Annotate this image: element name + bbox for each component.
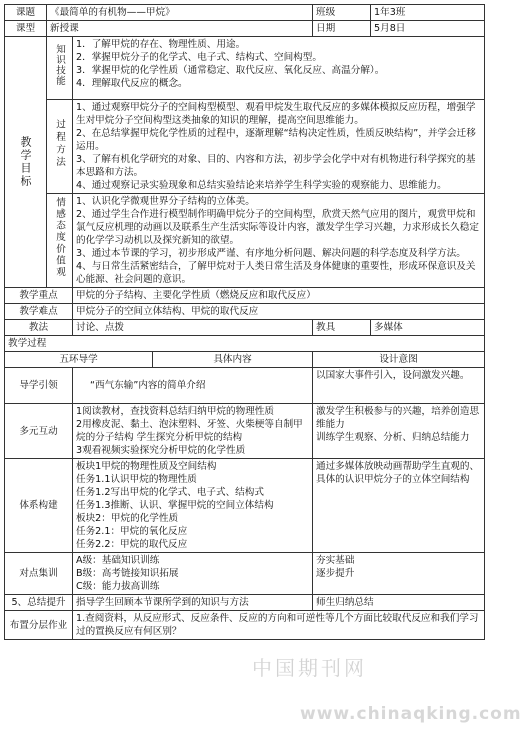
step-content-line: 板块2：甲烷的化学性质 (76, 513, 179, 524)
step-content-line: 3观看视频实验探究分析甲烷的化学性质 (76, 445, 246, 456)
col-header-steps: 五环导学 (5, 352, 153, 368)
objective-emotion-row (5, 194, 485, 288)
knowledge-line: 4．理解取代反应的概念。 (76, 78, 188, 89)
step-content-line: 任务1.1认识甲烷的物理性质 (76, 474, 197, 485)
step-intent (313, 595, 485, 611)
step-label: 多元互动 (5, 404, 73, 459)
step-intent-line: 通过多媒体放映动画帮助学生直观的、具体的认识甲烷分子的立体空间结构 (316, 461, 480, 485)
process-row-system (5, 459, 485, 553)
process-row-guide (5, 368, 485, 404)
emotion-line: 3、通过本节课的学习，初步形成严谨、有序地分析问题、解决问题的科学态度及科学方法。 (76, 248, 466, 259)
step-content (73, 595, 313, 611)
lesson-plan-table (4, 4, 485, 640)
topic-row (5, 5, 485, 21)
step-intent-line: 夯实基础 (316, 555, 355, 566)
date-value: 5月8日 (371, 21, 485, 37)
emotion-label-text: 情感态度价值观 (54, 197, 65, 279)
date-label: 日期 (313, 21, 371, 37)
key-points-label: 教学重点 (5, 288, 73, 304)
step-intent (313, 553, 485, 595)
topic-value: 《最简单的有机物——甲烷》 (47, 5, 313, 21)
process-section-title-row (5, 336, 485, 352)
type-value: 新授课 (47, 21, 313, 37)
step-content-line: 1阅读教材，查找资料总结归纳甲烷的物理性质 (76, 406, 274, 417)
step-content-line: 2用橡皮泥、黏土、泡沫塑料、牙签、火柴梗等自制甲烷的分子结构 学生探究分析甲烷的结构 (76, 419, 303, 443)
objective-process-row (5, 100, 485, 194)
step-content (73, 404, 313, 459)
process-line: 2、在总结掌握甲烷化学性质的过程中，逐渐理解“结构决定性质，性质反映结构”，并学会迁移运用。 (76, 128, 476, 152)
process-line: 1、通过观察甲烷分子的空间构型模型、观看甲烷发生取代反应的多媒体模拟反应历程，增强学生对甲烷分子空间构型这类抽象的知识的理解，提高空间思维能力。 (76, 102, 476, 126)
type-label: 课型 (5, 21, 47, 37)
step-label: 体系构建 (5, 459, 73, 553)
process-row-interaction (5, 404, 485, 459)
step-content-line: A级：基础知识训练 (76, 555, 160, 566)
step-content-line: 任务2.1：甲烷的氧化反应 (76, 526, 188, 537)
objective-knowledge-row (5, 37, 485, 100)
knowledge-line: 3．掌握甲烷的化学性质（通常稳定、取代反应、氧化反应、高温分解）。 (76, 65, 385, 76)
class-label: 班级 (313, 5, 371, 21)
step-content-line: B级：高考链接知识拓展 (76, 568, 179, 579)
step-intent-line: 以国家大事件引入，设问激发兴趣。 (316, 370, 470, 381)
tools-value: 多媒体 (371, 320, 485, 336)
emotion-line: 2、通过学生合作进行模型制作明确甲烷分子的空间构型，欣赏天然气应用的图片，观赏甲烷和氯气反应机理的动画以及联系生产生活实际等设计内容，激发学生学习兴趣，力求形成长久稳定的化学学习动机以及探究新知的欲望。 (76, 209, 479, 246)
step-label: 5、总结提升 (5, 595, 73, 611)
step-content (73, 368, 313, 404)
step-intent-line: 训练学生观察、分析、归纳总结能力 (316, 432, 470, 443)
lesson-plan-sheet (4, 4, 484, 640)
col-header-intent: 设计意图 (313, 352, 485, 368)
key-points-row (5, 288, 485, 304)
process-row-homework (5, 611, 485, 640)
emotion-content (73, 194, 485, 288)
key-points-value: 甲烷的分子结构、主要化学性质（燃烧反应和取代反应） (73, 288, 485, 304)
methods-value: 讨论、点拨 (73, 320, 313, 336)
type-row (5, 21, 485, 37)
step-content-line: “西气东输”内容的简单介绍 (90, 380, 206, 391)
objectives-label: 教学目标 (5, 37, 47, 288)
difficult-points-value: 甲烷分子的空间立体结构、甲烷的取代反应 (73, 304, 485, 320)
emotion-label (47, 194, 73, 288)
difficult-points-label: 教学难点 (5, 304, 73, 320)
step-intent (313, 368, 485, 404)
process-label (47, 100, 73, 194)
step-content-line: 任务1.3推断、认识、掌握甲烷的空间立体结构 (76, 500, 274, 511)
difficult-points-row (5, 304, 485, 320)
step-intent (313, 459, 485, 553)
knowledge-label (47, 37, 73, 100)
step-intent (313, 404, 485, 459)
step-intent-line: 逐步提升 (316, 568, 355, 579)
process-content (73, 100, 485, 194)
knowledge-line: 1．了解甲烷的存在、物理性质、用途。 (76, 39, 246, 50)
step-intent-line: 激发学生积极参与的兴趣，培养创造思维能力 (316, 406, 480, 430)
step-intent-line: 师生归纳总结 (316, 597, 374, 608)
methods-label: 教法 (5, 320, 73, 336)
class-value: 1年3班 (371, 5, 485, 21)
knowledge-line: 2．掌握甲烷分子的化学式、电子式、结构式、空间构型。 (76, 52, 322, 63)
knowledge-content (73, 37, 485, 100)
step-content-line: 1.查阅资料，从反应形式、反应条件、反应的方向和可逆性等几个方面比较取代反应和我们学习过的置换反应有何区别？ (76, 613, 479, 637)
step-content-line: 板块1甲烷的物理性质及空间结构 (76, 461, 217, 472)
knowledge-label-text: 知识技能 (54, 44, 65, 87)
process-row-practice (5, 553, 485, 595)
methods-row (5, 320, 485, 336)
step-content-line: 指导学生回顾本节课所学到的知识与方法 (76, 597, 249, 608)
process-header-row (5, 352, 485, 368)
col-header-content: 具体内容 (153, 352, 313, 368)
topic-label: 课题 (5, 5, 47, 21)
process-label-text: 过程方法 (54, 118, 65, 170)
step-content-line: 任务1.2写出甲烷的化学式、电子式、结构式 (76, 487, 264, 498)
process-section-title: 教学过程 (5, 336, 485, 352)
step-content (73, 611, 485, 640)
process-line: 4、通过观察记录实验现象和总结实验结论来培养学生科学实验的观察能力、思维能力。 (76, 180, 447, 191)
tools-label: 教具 (313, 320, 371, 336)
watermark-logo-text: 中国期刊网 (252, 656, 367, 680)
emotion-line: 4、与日常生活紧密结合，了解甲烷对于人类日常生活及身体健康的重要性，形成环保意识及关心能源、社会问题的意识。 (76, 261, 476, 285)
watermark-url: www.chinaqking.com (300, 704, 522, 724)
step-content (73, 459, 313, 553)
step-label: 布置分层作业 (5, 611, 73, 640)
step-content-line: C级：能力拔高训练 (76, 581, 160, 592)
step-label: 导学引领 (5, 368, 73, 404)
step-content-line: 任务2.2：甲烷的取代反应 (76, 539, 188, 550)
process-row-summary (5, 595, 485, 611)
step-label: 对点集训 (5, 553, 73, 595)
emotion-line: 1、认识化学微观世界分子结构的立体美。 (76, 196, 255, 207)
step-content (73, 553, 313, 595)
process-line: 3、了解有机化学研究的对象、目的、内容和方法，初步学会化学中对有机物进行科学探究的基本思路和方法。 (76, 154, 476, 178)
